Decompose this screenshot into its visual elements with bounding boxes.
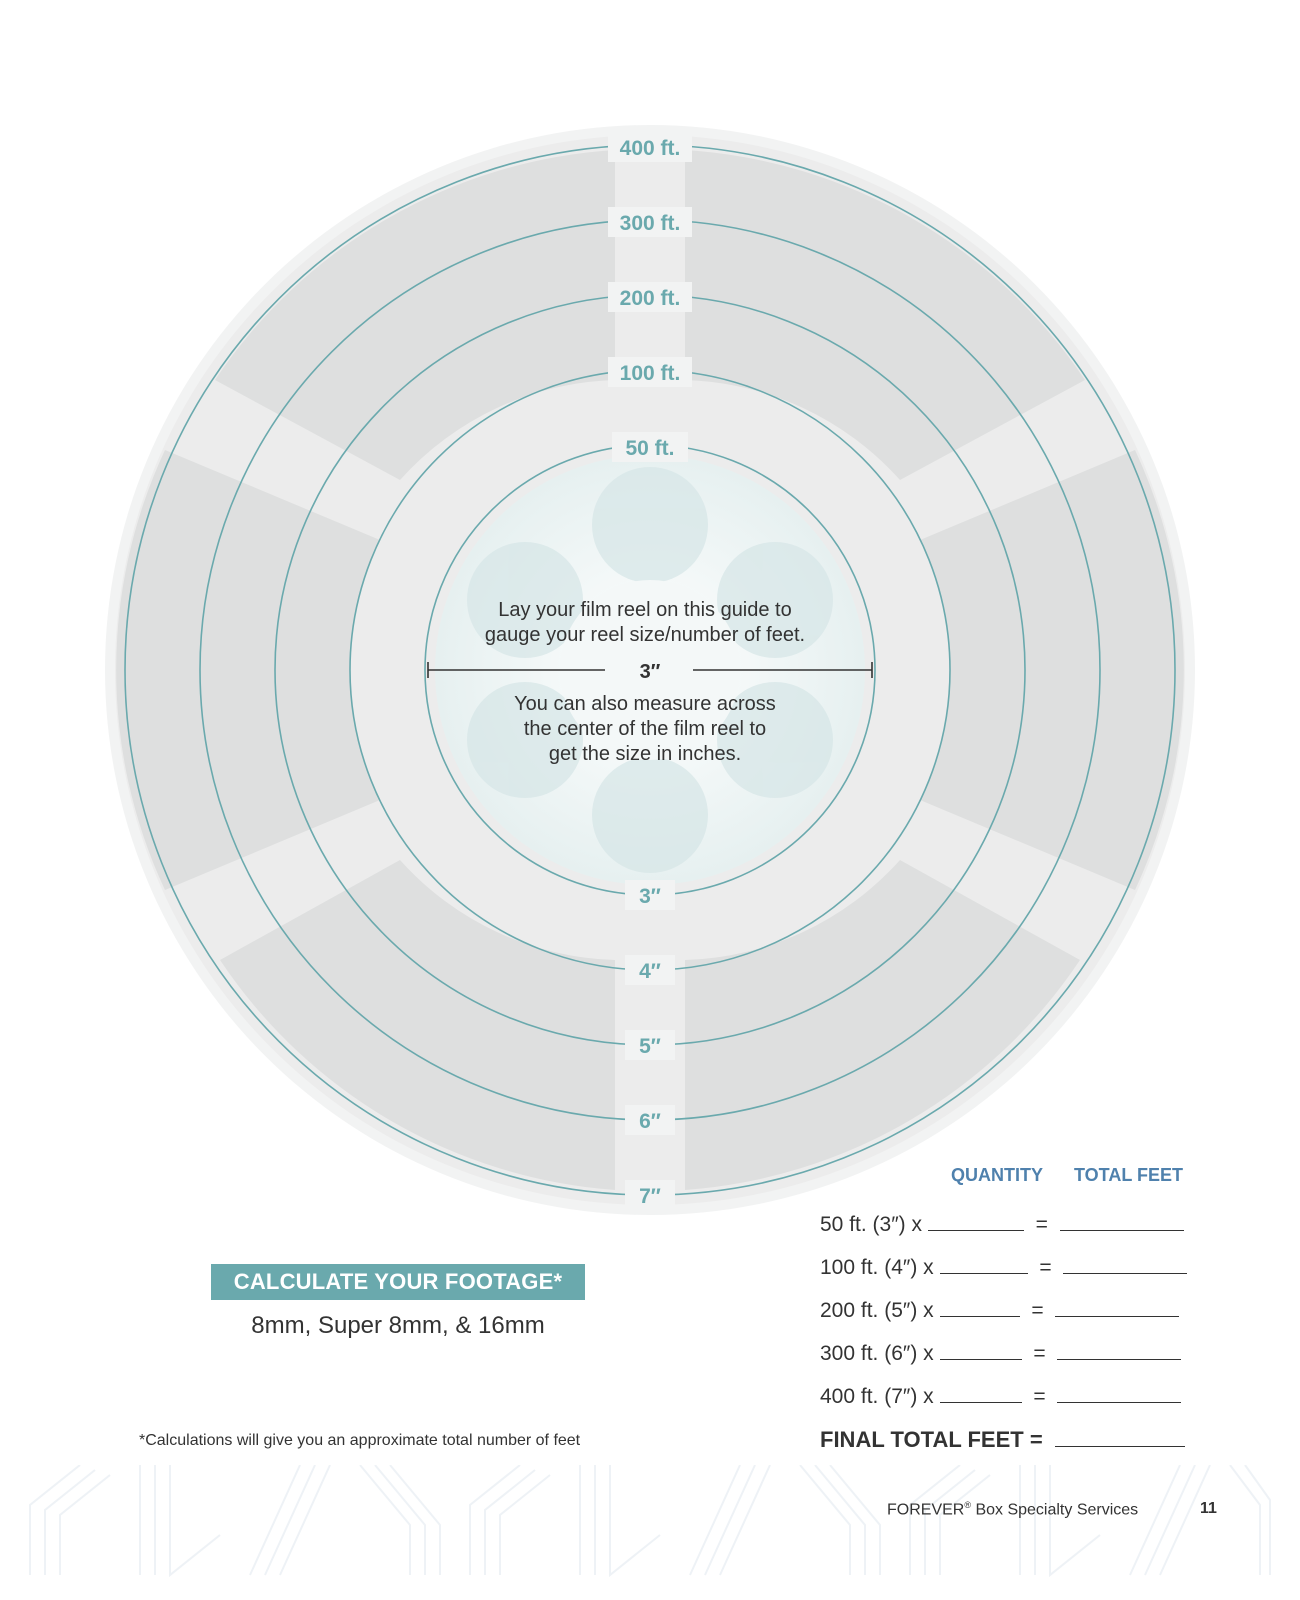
equals-sign: =: [1039, 1256, 1052, 1279]
calc-row-label: 100 ft. (4″) x: [820, 1256, 934, 1279]
calculate-badge: CALCULATE YOUR FOOTAGE*: [211, 1264, 585, 1300]
instruction-top-line-2: gauge your reel size/number of feet.: [484, 624, 806, 646]
inch-label-4: 4″: [639, 960, 661, 983]
footage-label-50: 50 ft.: [625, 437, 675, 460]
calc-row-400: [820, 1384, 1181, 1409]
calc-row-50: [820, 1212, 1184, 1237]
measure-label: 3″: [639, 661, 661, 683]
instruction-top: [425, 598, 865, 648]
total-blank[interactable]: [1057, 1384, 1181, 1403]
column-quantity: QUANTITY: [951, 1165, 1043, 1185]
final-total-label: FINAL TOTAL FEET =: [820, 1427, 1043, 1452]
footage-label-200: 200 ft.: [619, 287, 681, 310]
calc-row-label: 50 ft. (3″) x: [820, 1213, 922, 1236]
total-blank[interactable]: [1063, 1255, 1187, 1274]
equals-sign: =: [1031, 1299, 1044, 1322]
footage-label-300: 300 ft.: [619, 212, 681, 235]
calc-row-200: [820, 1298, 1179, 1323]
calc-row-label: 300 ft. (6″) x: [820, 1342, 934, 1365]
equals-sign: =: [1033, 1385, 1046, 1408]
total-blank[interactable]: [1055, 1298, 1179, 1317]
inch-label-6: 6″: [639, 1110, 661, 1133]
footage-label-100: 100 ft.: [619, 362, 681, 385]
registered-mark: ®: [964, 1500, 971, 1510]
calc-row-label: 200 ft. (5″) x: [820, 1299, 934, 1322]
footage-label-400: 400 ft.: [619, 137, 681, 160]
calc-row-label: 400 ft. (7″) x: [820, 1385, 934, 1408]
footer-text: Box Specialty Services: [975, 1501, 1139, 1519]
footer-brand-name: FOREVER: [887, 1501, 965, 1519]
quantity-blank[interactable]: [940, 1384, 1022, 1403]
total-blank[interactable]: [1060, 1212, 1184, 1231]
column-total-feet: TOTAL FEET: [1074, 1165, 1184, 1185]
instruction-top-line-1: Lay your film reel on this guide to: [498, 599, 792, 621]
equals-sign: =: [1033, 1342, 1046, 1365]
inch-label-3: 3″: [639, 885, 661, 908]
quantity-blank[interactable]: [940, 1255, 1028, 1274]
page-number: 11: [1200, 1500, 1217, 1517]
instruction-bottom-line-1: You can also measure across: [514, 693, 776, 715]
instruction-bottom-line-2: the center of the film reel to: [523, 718, 767, 740]
inch-label-7: 7″: [639, 1185, 661, 1208]
quantity-blank[interactable]: [928, 1212, 1024, 1231]
equals-sign: =: [1035, 1213, 1048, 1236]
final-total-blank[interactable]: [1055, 1428, 1185, 1447]
calc-row-300: [820, 1341, 1181, 1366]
footnote: *Calculations will give you an approximate total number of feet: [139, 1432, 581, 1449]
footer-brand: [887, 1500, 1138, 1519]
quantity-blank[interactable]: [940, 1341, 1022, 1360]
instruction-bottom: [425, 692, 865, 767]
inch-label-5: 5″: [639, 1035, 661, 1058]
quantity-blank[interactable]: [940, 1298, 1020, 1317]
instruction-bottom-line-3: get the size in inches.: [548, 743, 742, 765]
film-formats: 8mm, Super 8mm, & 16mm: [251, 1312, 545, 1339]
final-total-row: [820, 1427, 1185, 1453]
decorative-pattern: [0, 1465, 1300, 1585]
calc-row-100: [820, 1255, 1187, 1280]
total-blank[interactable]: [1057, 1341, 1181, 1360]
